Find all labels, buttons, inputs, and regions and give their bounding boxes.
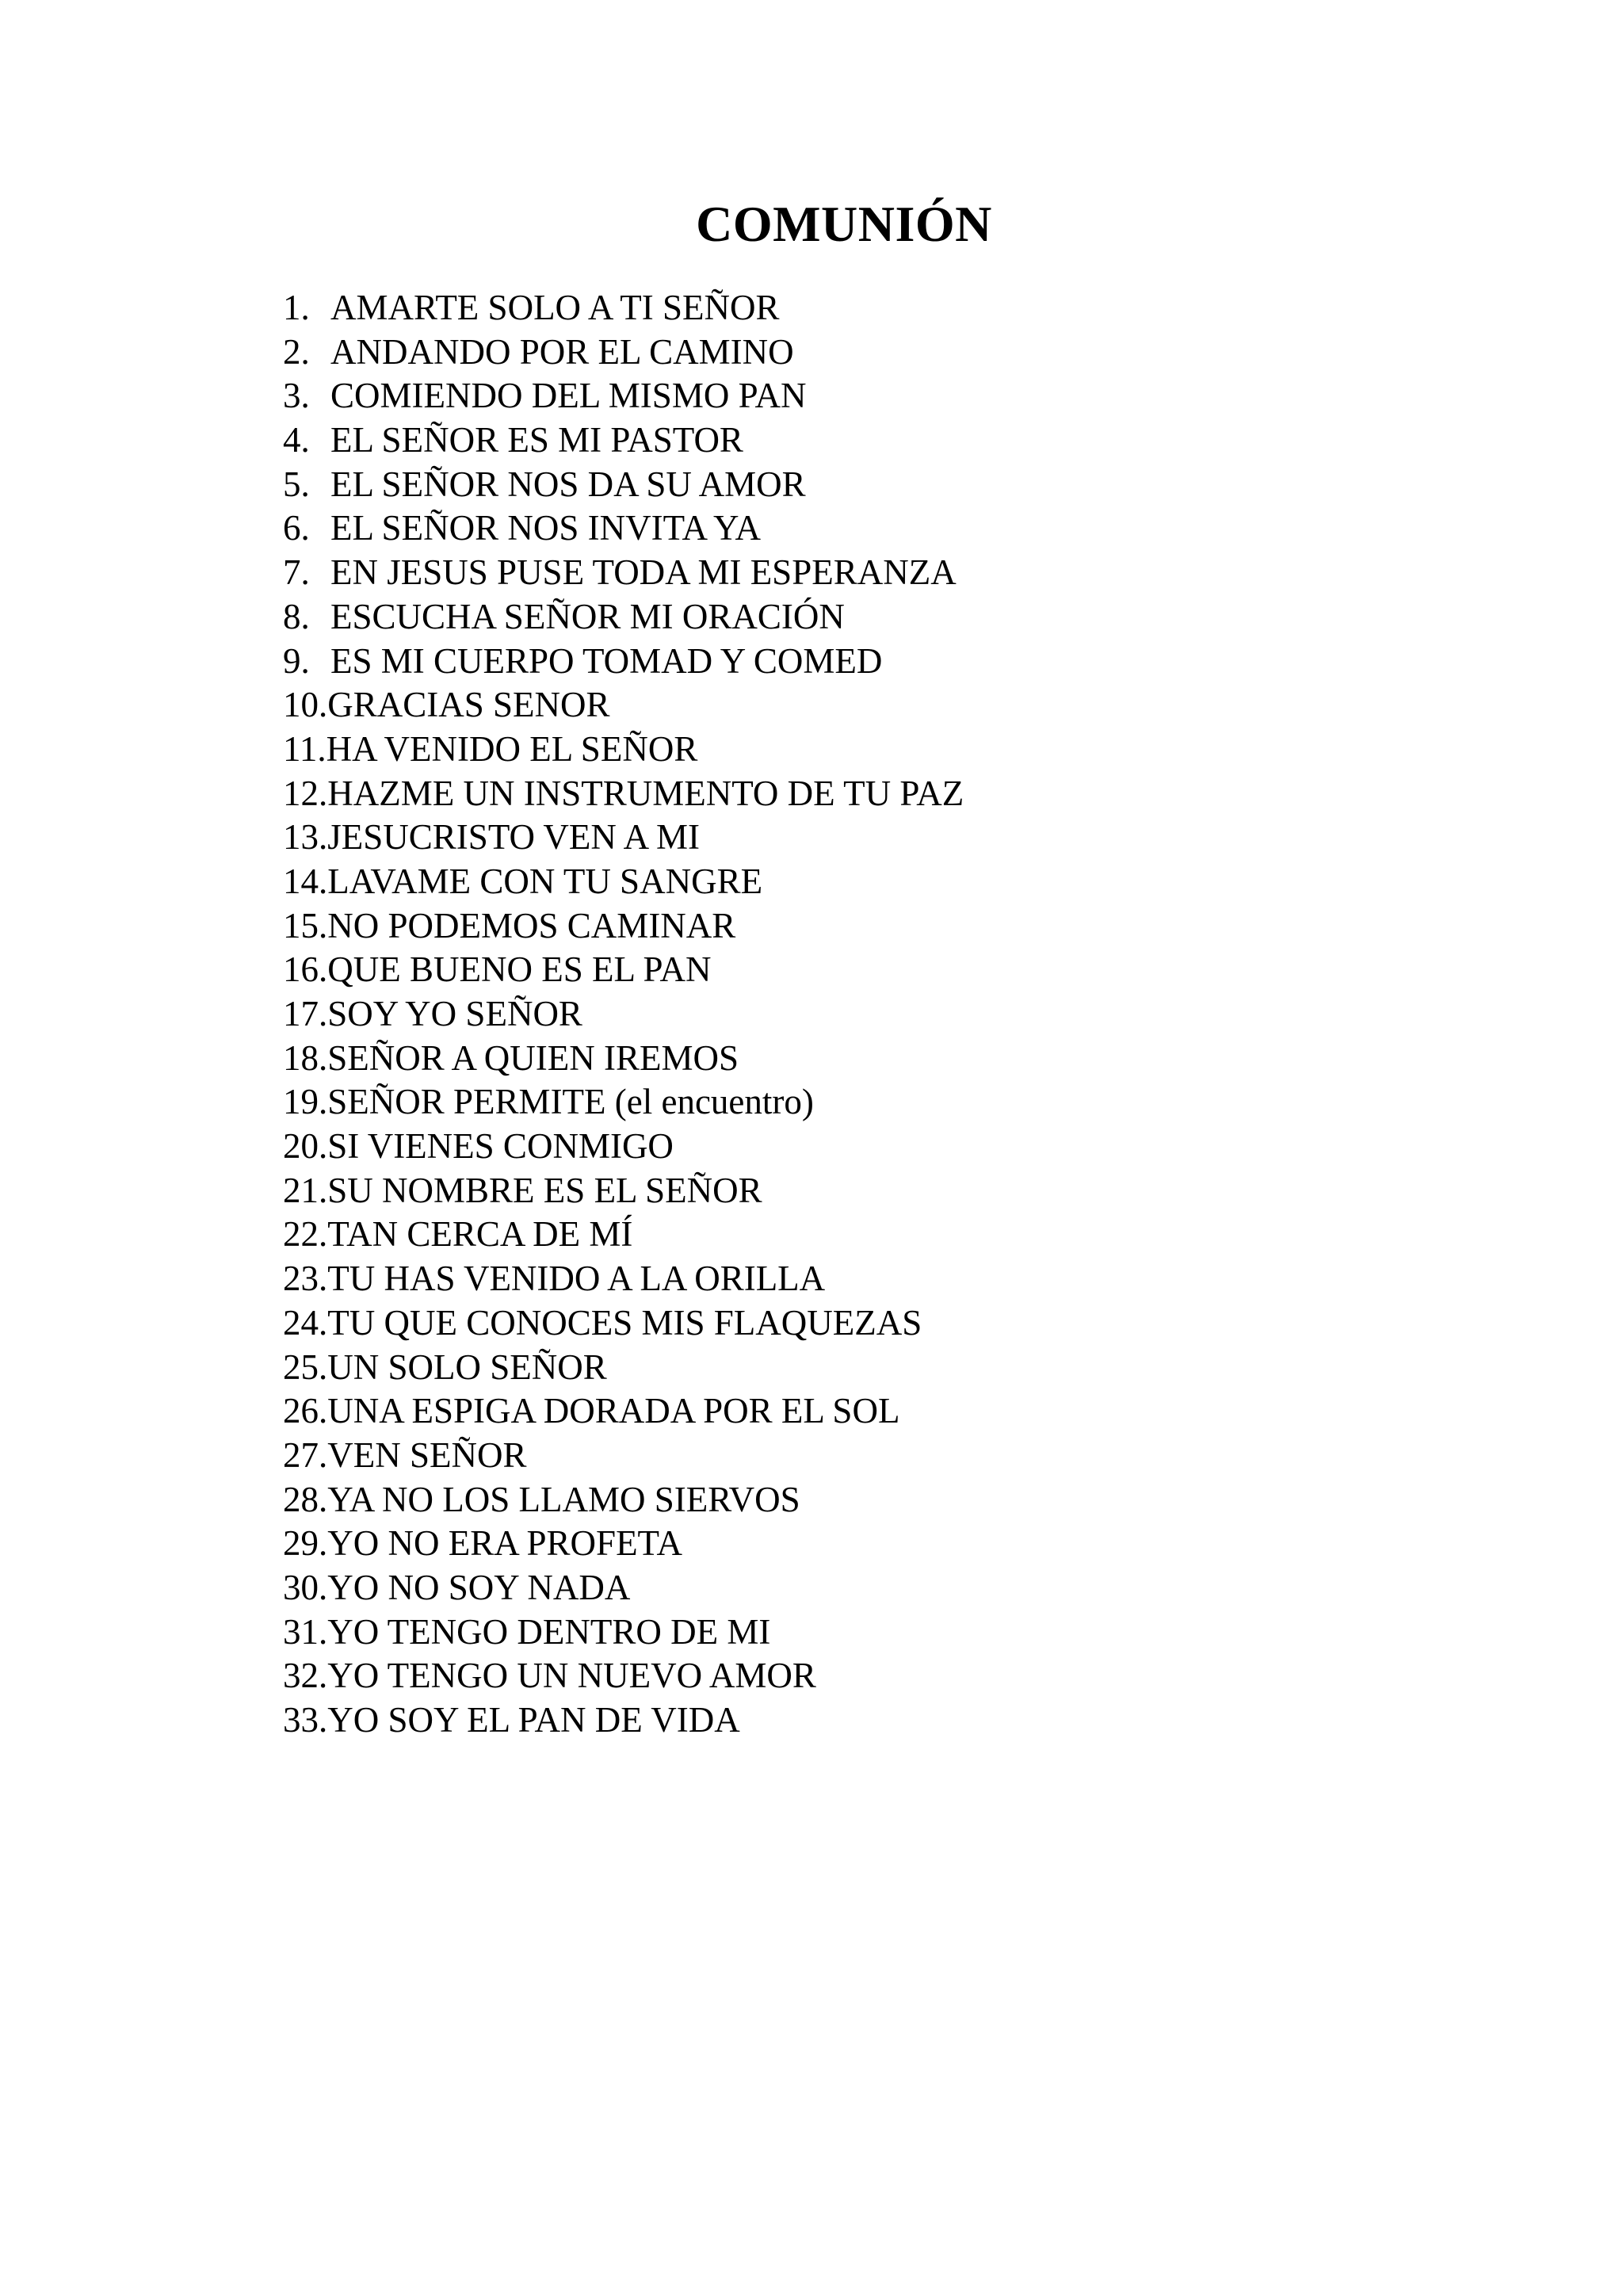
- song-title: EL SEÑOR NOS INVITA YA: [330, 508, 762, 548]
- song-title: YO NO ERA PROFETA: [327, 1523, 682, 1564]
- song-title: TU HAS VENIDO A LA ORILLA: [327, 1259, 826, 1299]
- song-number: 25.: [283, 1347, 328, 1387]
- song-item: [283, 1610, 964, 1655]
- song-item: [283, 1522, 964, 1566]
- song-item: [283, 1434, 964, 1478]
- song-title: YO NO SOY NADA: [327, 1567, 631, 1607]
- song-title: YO TENGO UN NUEVO AMOR: [327, 1656, 816, 1696]
- song-item: [283, 816, 964, 860]
- song-item: [283, 772, 964, 816]
- song-item: [283, 1566, 964, 1610]
- song-number: 22.: [283, 1214, 328, 1255]
- song-title: YA NO LOS LLAMO SIERVOS: [327, 1479, 800, 1519]
- song-title: AMARTE SOLO A TI SEÑOR: [330, 288, 780, 327]
- song-item: [283, 683, 964, 728]
- song-number: 2.: [283, 331, 310, 372]
- song-title: HAZME UN INSTRUMENTO DE TU PAZ: [327, 773, 964, 813]
- song-title: YO SOY EL PAN DE VIDA: [327, 1700, 740, 1740]
- song-number: 33.: [283, 1700, 328, 1740]
- song-item: [283, 1125, 964, 1169]
- song-title: TU QUE CONOCES MIS FLAQUEZAS: [327, 1302, 922, 1343]
- song-title: LAVAME CON TU SANGRE: [327, 861, 763, 901]
- song-number: 7.: [283, 552, 310, 593]
- song-number: 32.: [283, 1656, 328, 1696]
- song-title: SEÑOR PERMITE (el encuentro): [327, 1082, 814, 1122]
- song-number: 5.: [283, 464, 310, 504]
- song-item: [283, 551, 964, 595]
- song-number: 4.: [283, 420, 310, 460]
- song-title: JESUCRISTO VEN A MI: [327, 817, 700, 858]
- song-item: [283, 330, 964, 375]
- song-number: 6.: [283, 508, 310, 548]
- song-number: 8.: [283, 596, 310, 636]
- song-item: [283, 1257, 964, 1301]
- song-number: 17.: [283, 994, 328, 1033]
- song-item: [283, 1080, 964, 1125]
- song-number: 23.: [283, 1259, 328, 1299]
- song-title: TAN CERCA DE MÍ: [327, 1214, 633, 1255]
- song-item: [283, 463, 964, 507]
- song-number: 31.: [283, 1611, 328, 1652]
- song-title: ESCUCHA SEÑOR MI ORACIÓN: [330, 596, 845, 636]
- song-title: COMIENDO DEL MISMO PAN: [330, 376, 807, 416]
- song-number: 3.: [283, 376, 310, 416]
- song-number: 20.: [283, 1126, 328, 1167]
- song-item: [283, 728, 964, 772]
- song-title: SI VIENES CONMIGO: [327, 1126, 674, 1167]
- song-number: 29.: [283, 1523, 328, 1564]
- song-item: [283, 860, 964, 904]
- song-title: ANDANDO POR EL CAMINO: [330, 331, 794, 372]
- song-number: 28.: [283, 1479, 328, 1519]
- song-number: 26.: [283, 1391, 328, 1431]
- song-title: EL SEÑOR ES MI PASTOR: [330, 420, 743, 460]
- song-number: 21.: [283, 1170, 328, 1210]
- song-title: ES MI CUERPO TOMAD Y COMED: [330, 640, 883, 681]
- song-item: [283, 948, 964, 992]
- song-title: UNA ESPIGA DORADA POR EL SOL: [327, 1391, 900, 1431]
- song-title: NO PODEMOS CAMINAR: [327, 905, 736, 946]
- song-item: [283, 904, 964, 949]
- song-item: [283, 1389, 964, 1434]
- song-number: 9.: [283, 640, 310, 681]
- song-title: SEÑOR A QUIEN IREMOS: [327, 1037, 739, 1078]
- song-number: 15.: [283, 905, 328, 946]
- song-item: [283, 1346, 964, 1390]
- song-item: [283, 640, 964, 684]
- song-title: HA VENIDO EL SEÑOR: [326, 728, 698, 769]
- song-number: 12.: [283, 773, 328, 813]
- song-item: [283, 286, 964, 330]
- song-title: QUE BUENO ES EL PAN: [327, 949, 712, 990]
- song-title: SU NOMBRE ES EL SEÑOR: [327, 1170, 762, 1210]
- song-item: [283, 1213, 964, 1257]
- page-title: COMUNIÓN: [696, 196, 992, 252]
- song-item: [283, 1301, 964, 1346]
- song-number: 13.: [283, 817, 328, 858]
- song-list: [283, 286, 964, 1743]
- song-number: 14.: [283, 861, 328, 901]
- song-number: 30.: [283, 1567, 328, 1607]
- song-number: 27.: [283, 1435, 328, 1475]
- song-item: [283, 418, 964, 463]
- song-title: GRACIAS SENOR: [327, 685, 610, 725]
- song-item: [283, 595, 964, 640]
- song-item: [283, 1169, 964, 1213]
- song-title: EN JESUS PUSE TODA MI ESPERANZA: [330, 552, 957, 593]
- song-item: [283, 1654, 964, 1698]
- song-title: VEN SEÑOR: [327, 1435, 527, 1475]
- song-number: 16.: [283, 949, 328, 990]
- song-title: UN SOLO SEÑOR: [327, 1347, 607, 1387]
- song-title: SOY YO SEÑOR: [327, 994, 582, 1033]
- song-number: 10.: [283, 685, 328, 725]
- song-item: [283, 992, 964, 1037]
- song-number: 19.: [283, 1082, 328, 1122]
- song-title: YO TENGO DENTRO DE MI: [327, 1611, 771, 1652]
- song-number: 1.: [283, 288, 310, 327]
- song-item: [283, 374, 964, 418]
- song-number: 24.: [283, 1302, 328, 1343]
- song-number: 18.: [283, 1037, 328, 1078]
- song-item: [283, 506, 964, 551]
- song-title: EL SEÑOR NOS DA SU AMOR: [330, 464, 806, 504]
- song-item: [283, 1698, 964, 1743]
- song-number: 11.: [283, 728, 327, 769]
- song-item: [283, 1478, 964, 1522]
- song-item: [283, 1037, 964, 1081]
